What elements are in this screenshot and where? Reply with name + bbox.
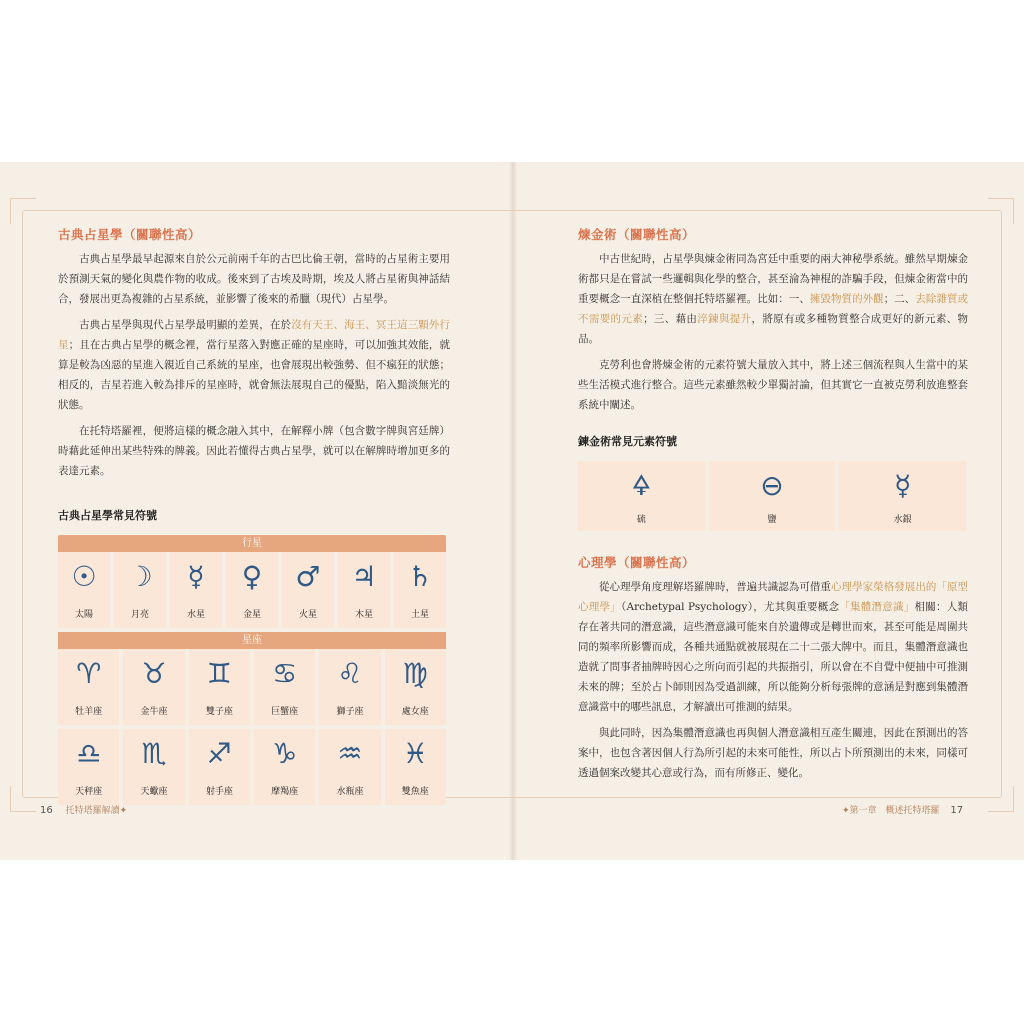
virgo-symbol-icon: ♍: [402, 657, 428, 690]
sign-label: 摩羯座: [271, 787, 299, 797]
sign-label: 水瓶座: [336, 787, 364, 797]
paragraph: 在托特塔羅裡，便將這樣的概念融入其中，在解釋小牌（包含數字牌與宮廷牌）時藉此延伸出某些特殊的牌義。因此若懂得古典占星學，就可以在解牌時增加更多的表達元素。: [58, 425, 450, 477]
highlighted-text: 「集體潛意識」: [839, 601, 915, 613]
taurus-symbol-icon: ♉: [141, 657, 167, 690]
sign-cell: [58, 729, 119, 805]
running-footer: 托特塔羅解讀✦: [65, 806, 128, 816]
sign-cell: [385, 729, 446, 805]
planets-bar: 行星: [58, 535, 446, 552]
signs-bar: 星座: [58, 632, 446, 649]
planet-label: 火星: [298, 610, 317, 620]
element-label: 鹽: [767, 515, 777, 525]
aquarius-symbol-icon: ♒: [337, 737, 363, 770]
planet-cell: [226, 552, 278, 628]
planet-label: 土星: [410, 610, 429, 620]
sign-label: 金牛座: [140, 707, 168, 717]
element-cell: [839, 461, 966, 531]
planet-label: 水星: [186, 610, 205, 620]
saturn-symbol-icon: ♄: [407, 560, 433, 593]
element-label: 水銀: [893, 515, 912, 525]
planets-row: [58, 552, 446, 628]
left-page: [58, 225, 450, 805]
signs-row: [58, 729, 446, 805]
sign-cell: [189, 729, 250, 805]
sign-cell: [319, 649, 380, 725]
sign-cell: [254, 649, 315, 725]
sun-symbol-icon: ☉: [71, 560, 97, 593]
planet-label: 太陽: [74, 610, 93, 620]
section-heading-alchemy: 煉金術（關聯性高）: [578, 227, 696, 242]
sign-label: 雙子座: [205, 707, 233, 717]
alchemy-symbols-subheading: 鍊金術常見元素符號: [578, 435, 677, 448]
planet-cell: [170, 552, 222, 628]
paragraph: 從心理學角度理解塔羅牌時，普遍共識認為可借重心理學家榮格發展出的「原型心理學」（Archetypal Psychology），尤其與重要概念「集體潛意識」相關：人類存在著共同的潛意識，這些潛意識可能來自於遺傳或是轉世而來，甚至可能是周圍共同的頻率所影響而成，各種共通點就被展現在二十二張大牌中。而且，集體潛意識也造就了問事者抽牌時因心之所向而引起的共振指引，所以會在不自覺中便抽中可推測未來的牌；至於占卜師則因為受過訓練，所以能夠分析每張牌的意涵是對應到集體潛意識當中的哪些訊息，才解讀出可推測的結果。: [578, 581, 969, 713]
planet-cell: [114, 552, 166, 628]
planet-label: 金星: [242, 610, 261, 620]
alchemy-elements-row: [578, 461, 966, 531]
capricorn-symbol-icon: ♑: [272, 737, 298, 770]
planets-table: [58, 535, 446, 805]
paragraph: 古典占星學與現代占星學最明顯的差異，在於沒有天王、海王、冥王這三顆外行星；且在古典占星學的概念裡，當行星落入對應正確的星座時，可以加強其效能，就算是較為凶惡的星進入親近自己系統的星座，也會展現出較強勢、但不瘋狂的狀態；相反的，吉星若進入較為排斥的星座時，就會無法展現自己的優點，陷入黯淡無光的狀態。: [58, 319, 451, 411]
frame-corner-ornament: [10, 786, 36, 812]
venus-symbol-icon: ♀: [241, 560, 263, 593]
page-number: 17: [950, 805, 964, 816]
highlighted-text: 去除雜質或不需要的元素: [578, 293, 969, 325]
jupiter-symbol-icon: ♃: [351, 560, 377, 593]
right-page: [578, 225, 968, 789]
mars-symbol-icon: ♂: [295, 560, 321, 593]
element-label: 硫: [636, 515, 646, 525]
frame-corner-ornament: [988, 786, 1014, 812]
paragraph: 古典占星學最早起源來自於公元前兩千年的古巴比倫王朝，當時的占星術主要用於預測天氣的變化與農作物的收成。後來到了古埃及時期，埃及人將占星術與神話結合，發展出更為複雜的占星系統，並影響了後來的希臘（現代）占星學。: [58, 253, 450, 305]
sign-cell: [385, 649, 446, 725]
element-cell: [578, 461, 705, 531]
sign-label: 天蠍座: [140, 787, 168, 797]
salt-symbol-icon: ⊖: [760, 469, 784, 502]
pisces-symbol-icon: ♓: [402, 737, 428, 770]
sagittarius-symbol-icon: ♐: [206, 737, 232, 770]
sign-label: 雙魚座: [401, 787, 429, 797]
sign-label: 射手座: [205, 787, 233, 797]
paragraph: 中古世紀時，占星學與煉金術同為宮廷中重要的兩大神秘學系統。雖然早期煉金術都只是在嘗試一些邏輯與化學的整合，甚至淪為神棍的詐騙手段，但煉金術當中的重要概念一直深植在整個托特塔羅裡。比如：一、擁毀物質的外觀；二、去除雜質或不需要的元素；三、藉由淬鍊與提升，將原有或多種物質整合成更好的新元素、物品。: [578, 253, 969, 345]
paragraph: 與此同時，因為集體潛意識也再與個人潛意識相互產生關連，因此在預測出的答案中，也包含著因個人行為所引起的未來可能性，所以占卜所預測出的未來，同樣可透過個案改變其心意或行為，而有所修正、變化。: [578, 727, 968, 779]
frame-corner-ornament: [10, 198, 36, 224]
aries-symbol-icon: ♈: [76, 657, 102, 690]
symbols-subheading: 古典占星學常見符號: [58, 509, 157, 522]
element-cell: [709, 461, 836, 531]
frame-corner-ornament: [988, 198, 1014, 224]
planet-label: 月亮: [130, 610, 149, 620]
running-footer: ✦第一章 概述托特塔羅: [842, 806, 940, 816]
planet-cell: [394, 552, 446, 628]
highlighted-text: 心理學家榮格發展出的「原型心理學」: [578, 581, 969, 613]
sign-label: 天秤座: [75, 787, 103, 797]
sign-label: 處女座: [401, 707, 429, 717]
leo-symbol-icon: ♌: [337, 657, 363, 690]
sign-cell: [254, 729, 315, 805]
sign-cell: [123, 649, 184, 725]
section-heading-classical-astrology: 古典占星學（關聯性高）: [58, 227, 202, 242]
gemini-symbol-icon: ♊: [206, 657, 232, 690]
paragraph: 克勞利也會將煉金術的元素符號大量放入其中，將上述三個流程與人生當中的某些生活模式進行整合。這些元素雖然較少單獨討論，但其實它一直被克勞利放進整套系統中闡述。: [578, 359, 968, 411]
signs-row: [58, 649, 446, 725]
sign-cell: [319, 729, 380, 805]
planet-label: 木星: [354, 610, 373, 620]
highlighted-text: 淬鍊與提升: [697, 313, 752, 325]
sign-label: 牡羊座: [75, 707, 103, 717]
sign-cell: [58, 649, 119, 725]
sulfur-symbol-icon: 🜍: [631, 469, 652, 502]
page-number: 16: [40, 805, 53, 816]
mercury-symbol-icon: ☿: [187, 560, 205, 593]
planet-cell: [338, 552, 390, 628]
sign-label: 巨蟹座: [271, 707, 299, 717]
sign-cell: [123, 729, 184, 805]
highlighted-text: 擁毀物質的外觀: [809, 293, 884, 305]
mercury-symbol-icon: ☿: [894, 469, 912, 502]
scorpio-symbol-icon: ♏: [141, 737, 167, 770]
highlighted-text: 沒有天王、海王、冥王這三顆外行星: [58, 319, 451, 351]
planet-cell: [58, 552, 110, 628]
sign-cell: [189, 649, 250, 725]
libra-symbol-icon: ♎: [76, 737, 102, 770]
section-heading-psychology: 心理學（關聯性高）: [578, 555, 696, 570]
moon-symbol-icon: ☽: [127, 560, 153, 593]
planet-cell: [282, 552, 334, 628]
left-footer: [40, 803, 127, 816]
cancer-symbol-icon: ♋: [272, 657, 298, 690]
right-footer: [842, 803, 963, 816]
sign-label: 獅子座: [336, 707, 364, 717]
